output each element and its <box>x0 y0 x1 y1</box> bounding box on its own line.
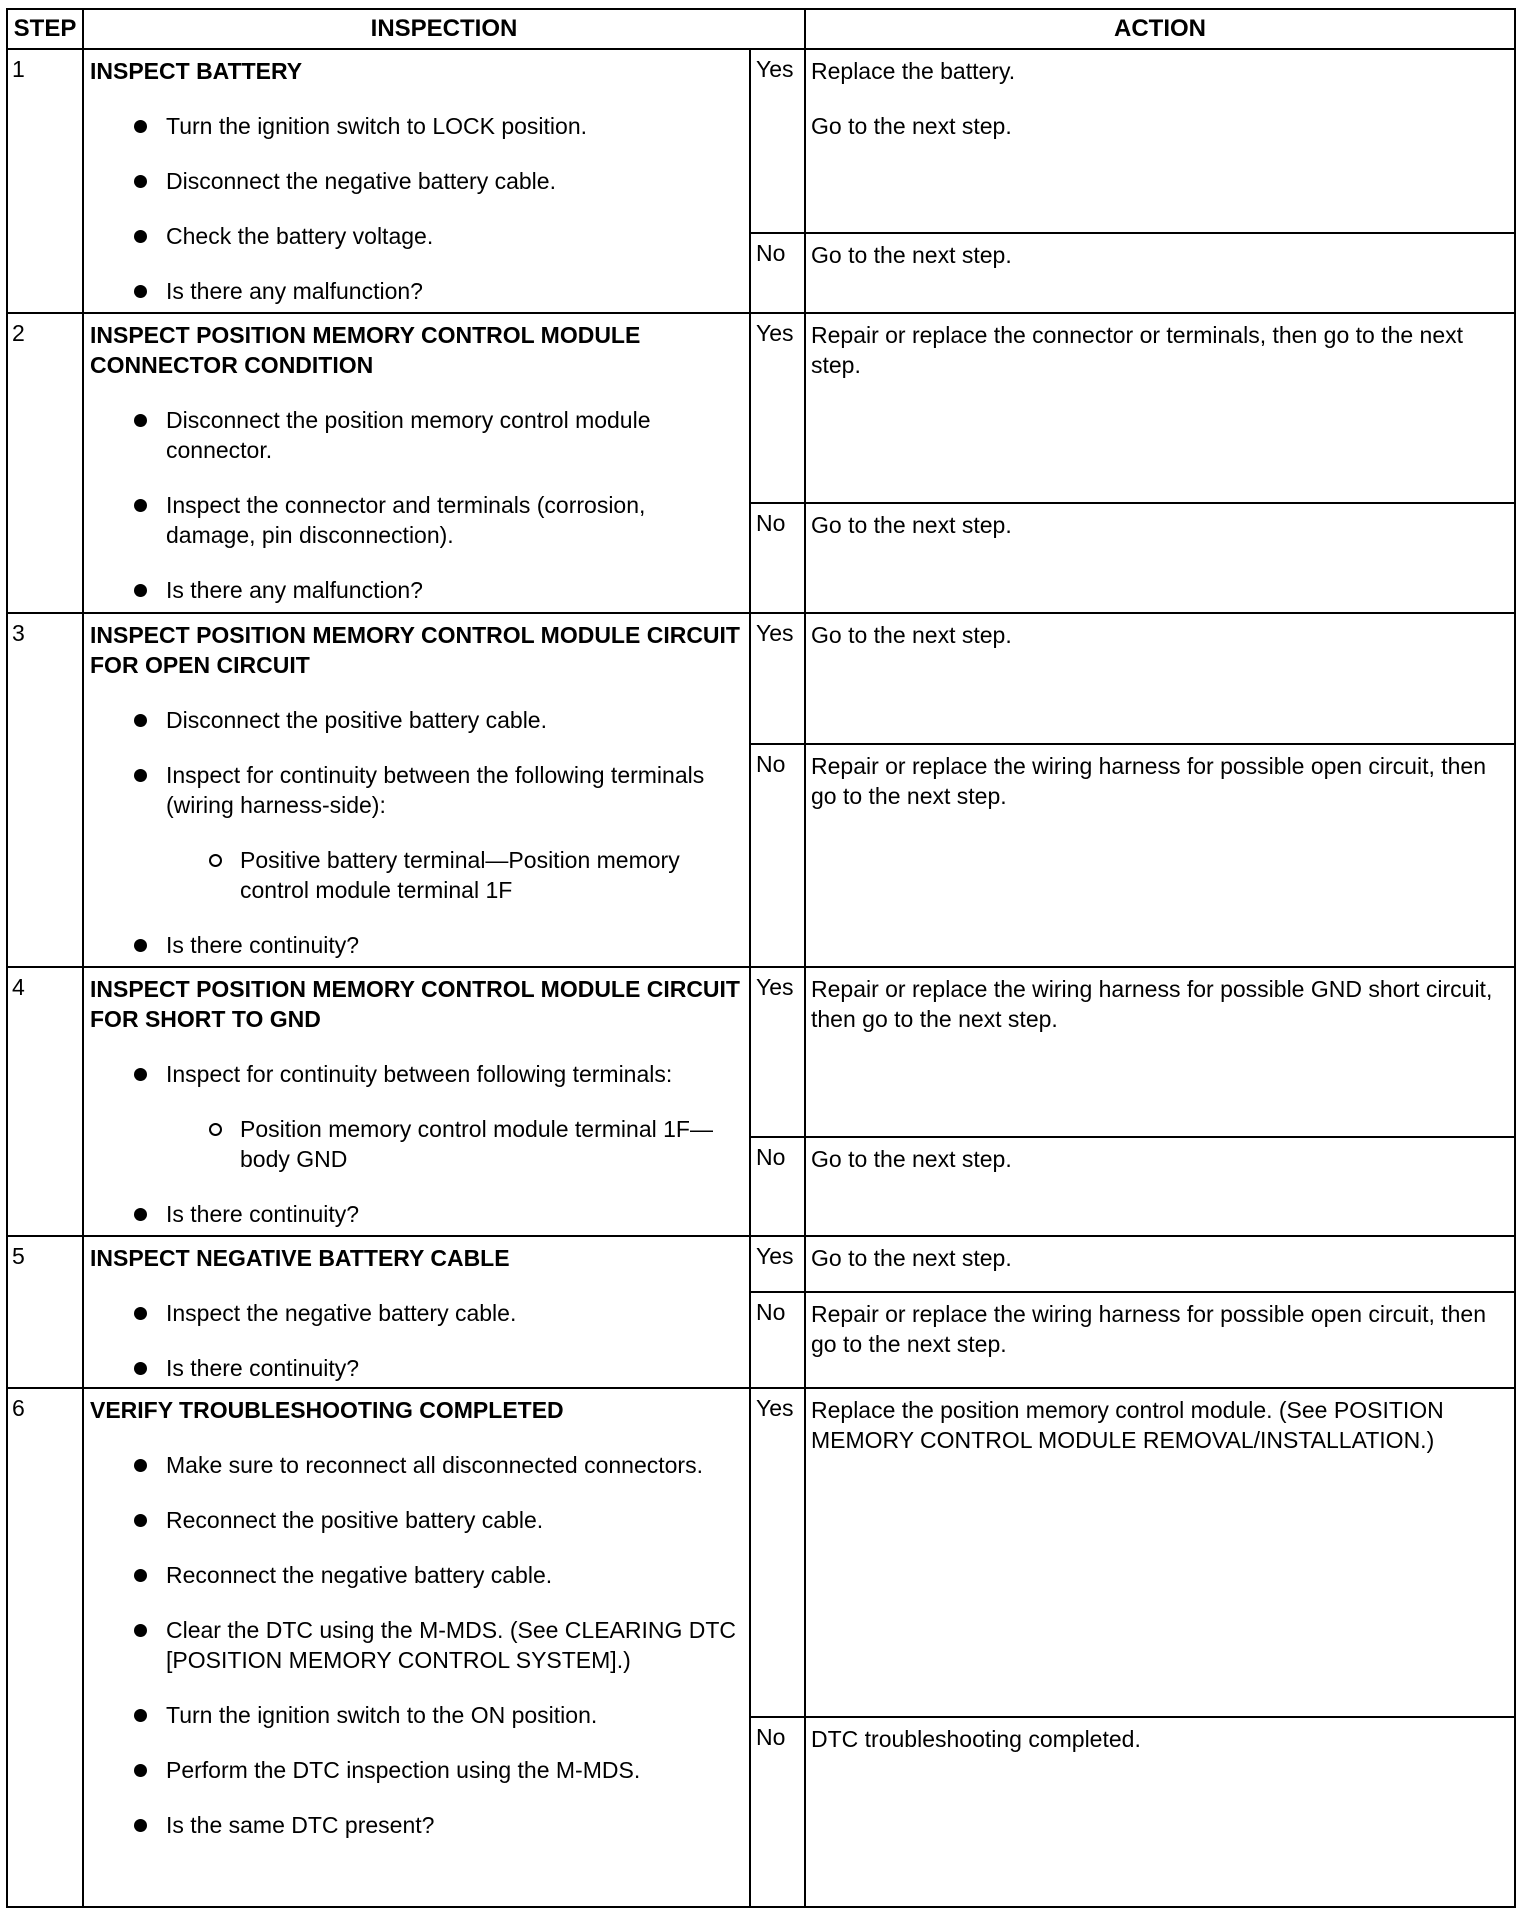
inspection-title: INSPECT POSITION MEMORY CONTROL MODULE CIRCUIT FOR OPEN CIRCUIT <box>90 622 740 678</box>
sub-bullet-icon <box>209 1123 222 1136</box>
no-label: No <box>750 1717 805 1907</box>
bullet-icon <box>134 1459 147 1472</box>
no-action: Go to the next step. <box>805 233 1515 313</box>
step-row <box>7 1236 1515 1292</box>
step-row <box>7 49 1515 233</box>
inspection-cell <box>83 49 750 313</box>
bullet-item: Perform the DTC inspection using the M-MDS. <box>90 1755 741 1785</box>
step-number: 6 <box>7 1388 83 1907</box>
sub-bullet-item: Position memory control module terminal 1F—body GND <box>90 1114 741 1174</box>
no-action: Repair or replace the wiring harness for possible open circuit, then go to the next step. <box>805 1292 1515 1388</box>
bullet-item: Inspect for continuity between the following terminals (wiring harness-side): Positive battery terminal—Position memory control module terminal 1F <box>90 760 741 905</box>
action-header: ACTION <box>805 9 1515 49</box>
inspection-cell <box>83 1388 750 1907</box>
inspection-cell <box>83 613 750 967</box>
bullet-icon <box>134 1514 147 1527</box>
bullet-icon <box>134 1709 147 1722</box>
bullet-item: Is there continuity? <box>90 1199 741 1229</box>
bullet-item: Make sure to reconnect all disconnected connectors. <box>90 1450 741 1480</box>
bullet-icon <box>134 1208 147 1221</box>
no-action: DTC troubleshooting completed. <box>805 1717 1515 1907</box>
troubleshooting-document <box>6 8 1514 1896</box>
bullet-item: Disconnect the position memory control module connector. <box>90 405 741 465</box>
bullet-item: Turn the ignition switch to LOCK position. <box>90 111 741 141</box>
bullet-item: Is there any malfunction? <box>90 575 741 605</box>
step-header: STEP <box>7 9 83 49</box>
yes-action: Replace the battery. Go to the next step. <box>805 49 1515 233</box>
inspection-title: INSPECT NEGATIVE BATTERY CABLE <box>90 1245 510 1271</box>
header-row <box>7 9 1515 49</box>
bullet-item: Turn the ignition switch to the ON position. <box>90 1700 741 1730</box>
bullet-icon <box>134 714 147 727</box>
bullet-item: Inspect the negative battery cable. <box>90 1298 741 1328</box>
inspection-cell <box>83 967 750 1236</box>
yes-action: Go to the next step. <box>805 1236 1515 1292</box>
inspection-title: INSPECT POSITION MEMORY CONTROL MODULE CIRCUIT FOR SHORT TO GND <box>90 976 740 1032</box>
bullet-icon <box>134 1362 147 1375</box>
bullet-item: Inspect the connector and terminals (corrosion, damage, pin disconnection). <box>90 490 741 550</box>
yes-label: Yes <box>750 313 805 503</box>
yes-action: Go to the next step. <box>805 613 1515 744</box>
no-label: No <box>750 744 805 967</box>
troubleshooting-table <box>6 8 1516 1908</box>
inspection-cell <box>83 313 750 613</box>
bullet-item: Is there continuity? <box>90 1353 741 1383</box>
step-number: 5 <box>7 1236 83 1388</box>
bullet-icon <box>134 499 147 512</box>
bullet-icon <box>134 230 147 243</box>
bullet-item: Disconnect the positive battery cable. <box>90 705 741 735</box>
bullet-icon <box>134 1819 147 1832</box>
bullet-item: Check the battery voltage. <box>90 221 741 251</box>
bullet-icon <box>134 1764 147 1777</box>
bullet-item: Clear the DTC using the M-MDS. (See CLEARING DTC [POSITION MEMORY CONTROL SYSTEM].) <box>90 1615 741 1675</box>
bullet-icon <box>134 939 147 952</box>
yes-label: Yes <box>750 967 805 1137</box>
no-action: Go to the next step. <box>805 1137 1515 1236</box>
no-action: Repair or replace the wiring harness for possible open circuit, then go to the next step. <box>805 744 1515 967</box>
step-number: 1 <box>7 49 83 313</box>
bullet-item: Is there continuity? <box>90 930 741 960</box>
no-label: No <box>750 1137 805 1236</box>
bullet-item: Reconnect the positive battery cable. <box>90 1505 741 1535</box>
bullet-icon <box>134 1068 147 1081</box>
inspection-cell <box>83 1236 750 1388</box>
step-number: 4 <box>7 967 83 1236</box>
bullet-item: Inspect for continuity between following terminals: Position memory control module terminal 1F—body GND <box>90 1059 741 1174</box>
step-row <box>7 1388 1515 1717</box>
sub-bullet-item: Positive battery terminal—Position memory control module terminal 1F <box>90 845 741 905</box>
inspection-title: VERIFY TROUBLESHOOTING COMPLETED <box>90 1397 564 1423</box>
sub-bullet-icon <box>209 854 222 867</box>
bullet-icon <box>134 1569 147 1582</box>
yes-label: Yes <box>750 613 805 744</box>
no-label: No <box>750 233 805 313</box>
bullet-item: Is the same DTC present? <box>90 1810 741 1840</box>
bullet-icon <box>134 584 147 597</box>
yes-label: Yes <box>750 1388 805 1717</box>
no-label: No <box>750 503 805 613</box>
no-label: No <box>750 1292 805 1388</box>
step-number: 3 <box>7 613 83 967</box>
step-row <box>7 313 1515 503</box>
bullet-icon <box>134 175 147 188</box>
yes-action: Repair or replace the wiring harness for possible GND short circuit, then go to the next step. <box>805 967 1515 1137</box>
bullet-item: Is there any malfunction? <box>90 276 741 306</box>
yes-label: Yes <box>750 49 805 233</box>
step-row <box>7 613 1515 744</box>
no-action: Go to the next step. <box>805 503 1515 613</box>
inspection-header: INSPECTION <box>83 9 805 49</box>
bullet-icon <box>134 769 147 782</box>
bullet-icon <box>134 1624 147 1637</box>
bullet-icon <box>134 1307 147 1320</box>
bullet-icon <box>134 285 147 298</box>
inspection-title: INSPECT POSITION MEMORY CONTROL MODULE CONNECTOR CONDITION <box>90 322 641 378</box>
step-number: 2 <box>7 313 83 613</box>
yes-label: Yes <box>750 1236 805 1292</box>
step-row <box>7 967 1515 1137</box>
yes-action: Repair or replace the connector or terminals, then go to the next step. <box>805 313 1515 503</box>
bullet-icon <box>134 414 147 427</box>
bullet-item: Reconnect the negative battery cable. <box>90 1560 741 1590</box>
yes-action: Replace the position memory control module. (See POSITION MEMORY CONTROL MODULE REMOVAL/INSTALLATION.) <box>805 1388 1515 1717</box>
inspection-title: INSPECT BATTERY <box>90 58 303 84</box>
bullet-icon <box>134 120 147 133</box>
bullet-item: Disconnect the negative battery cable. <box>90 166 741 196</box>
